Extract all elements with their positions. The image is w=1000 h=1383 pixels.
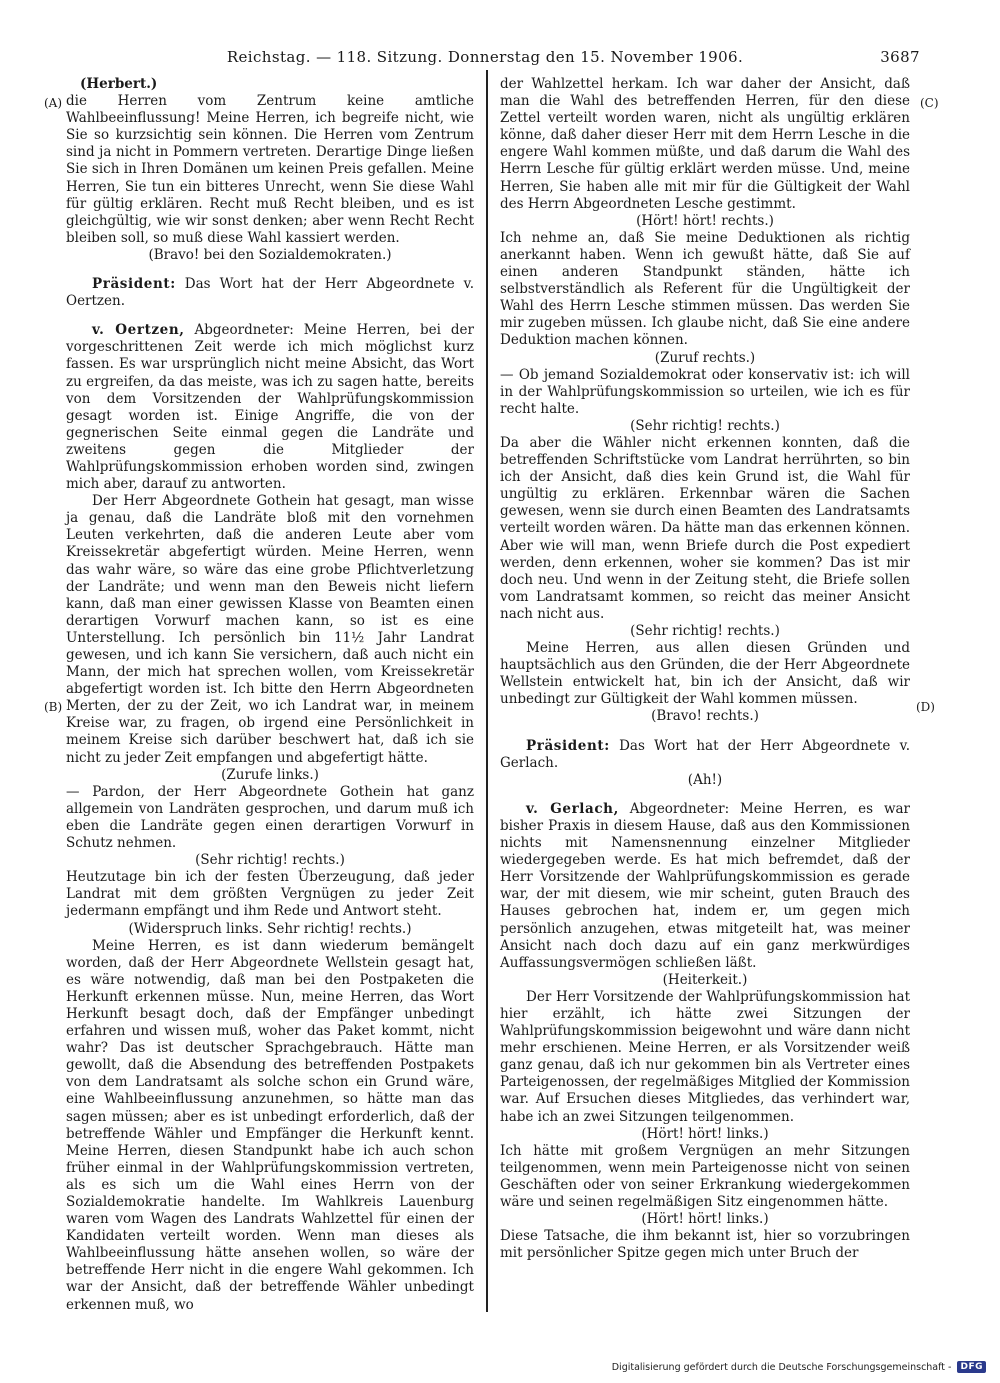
paragraph: Ich hätte mit großem Vergnügen an mehr Sitzungen teilgenommen, wenn mein Parteigenosse nicht von seinen Geschäften oder von seiner Erkrankung wiedergekommen wäre und seinen regelmäßigen Sitz eingenommen hätte. xyxy=(500,1142,910,1210)
interjection: (Bravo! rechts.) xyxy=(651,708,759,725)
speaker-label: Präsident: xyxy=(92,276,176,293)
footer-text: Digitalisierung gefördert durch die Deutsche Forschungsgemeinschaft - xyxy=(611,1361,952,1373)
statement-text: Das Wort hat der Herr Abgeordnete v. Gerlach. xyxy=(500,737,910,771)
paragraph: Ich nehme an, daß Sie meine Deduktionen als richtig anerkannt haben. Wenn ich gewußt hätte, daß Sie auf einen anderen Standpunkt ständen, hätte ich selbstverständlich als Referent für die Ungültigkeit der Wahl des Herrn Lesche stimmen müssen. Das werden Sie mir zugeben müssen. Ich glaube nicht, daß Sie eine andere Deduktion machen können. xyxy=(500,229,910,349)
margin-marker-a: (A) xyxy=(44,96,63,110)
right-column xyxy=(500,76,910,1262)
left-column xyxy=(66,76,474,1314)
paragraph: Diese Tatsache, die ihm bekannt ist, hier so vorzubringen mit persönlicher Spitze gegen mich unter Bruch der xyxy=(500,1228,910,1262)
paragraph: Da aber die Wähler nicht erkennen konnten, daß die betreffenden Schriftstücke vom Landrat herrührten, so bin ich der Ansicht, daß dies kein Grund ist, die Wahl für ungültig zu erklären. Erkennbar wären die Sachen gewesen, wenn sie durch einen Beamten des Landratsamts verteilt worden wären. Da hätte man das erkennen können. Aber wie will man, wenn Briefe durch die Post expediert werden, denn erkennen, woher sie kommen? Das ist mir doch neu. Und wenn in der Zeitung steht, die Briefe sollen vom Landratsamt kommen, so reicht das meiner Ansicht nach nicht aus. xyxy=(500,434,910,622)
statement-text: Abgeordneter: Meine Herren, bei der vorgeschrittenen Zeit werde ich mich möglichst kurz fassen. Es war ursprünglich nicht meine Absicht, das Wort zu ergreifen, da das meiste, was ich zu sagen hatte, bereits von dem Vorsitzenden der Wahlprüfungskommission gesagt worden ist. Einige Angriffe, die von der gegnerischen Seite einmal gegen die Landräte und zweitens gegen die Mitglieder der Wahlprüfungskommission erhoben worden sind, zwingen mich aber, darauf zu antworten. xyxy=(66,322,474,493)
speaker-label: Präsident: xyxy=(526,737,610,754)
margin-marker-d: (D) xyxy=(916,700,935,714)
statement-text: Abgeordneter: Meine Herren, es war bisher Praxis in diesem Hause, daß aus den Kommissionen nichts mit Namensnennung einzelner Mitglieder wiedergegeben werde. Es hat mich befremdet, daß der Herr Vorsitzende der Wahlprüfungskommission es gerade war, der mit diesem, wie mir scheint, guten Brauch des Hauses gebrochen hat, indem er, um gegen mich persönlich anzugehen, etwas mitgeteilt hat, was meiner Ansicht nach doch dazu auf ein ganz merkwürdiges Auffassungsvermögen schließen läßt. xyxy=(500,800,911,971)
paragraph: Meine Herren, es ist dann wiederum bemängelt worden, daß der Herr Abgeordnete Wellstein gesagt hat, es wäre notwendig, daß man bei den Postpaketen die Herkunft erkennen müsse. Nun, meine Herren, das Wort Herkunft besagt doch, daß der Empfänger unbedingt erfahren und wissen muß, woher das Paket kommt, nicht wahr? Das ist deutscher Sprachgebrauch. Hätte man gewollt, daß die Absendung des betreffenden Postpakets von dem Landratsamt als solche schon ein Grund wäre, eine Wahlbeeinflussung anzunehmen, so hätte man das sagen müssen; aber es ist unbedingt erforderlich, daß der betreffende Wähler und Empfänger die Herkunft kennt. Meine Herren, diesen Standpunkt habe ich auch schon früher einmal in der Wahlprüfungskommission vertreten, als es sich um die Wahl eines Herrn von der Sozialdemokratie handelte. Im Wahlkreis Lauenburg waren vom Wagen des Landrats Wahlzettel für einen der Kandidaten verteilt worden. Wenn man dieses als Wahlbeeinflussung hätte ansehen wollen, so wäre der betreffende Herr nicht in die engere Wahl gekommen. Ich war der Ansicht, daß der betreffende Wähler unbedingt erkennen muß, wo xyxy=(66,937,474,1313)
interjection: (Ah!) xyxy=(687,771,723,788)
paragraph: — Pardon, der Herr Abgeordnete Gothein hat ganz allgemein von Landräten gesprochen, und darum muß ich eben die Landräte gegen einen derartigen Vorwurf in Schutz nehmen. xyxy=(66,783,474,852)
paragraph: der Wahlzettel herkam. Ich war daher der Ansicht, daß man die Wahl des betreffenden Herren, für den diese Zettel verteilt worden waren, nicht als ungültig erklären könne, daß daher dieser Herr mit dem Herrn Lesche in die engere Wahl kommen müßte, und daß darum die Wahl des Herrn Lesche für gültig erklärt werden müsse. Und, meine Herren, Sie haben alle mit mir für die Gültigkeit der Wahl des Herrn Abgeordneten Lesche gestimmt. xyxy=(500,76,910,212)
paragraph: die Herren vom Zentrum keine amtliche Wahlbeeinflussung! Meine Herren, ich begreife nicht, wie Sie so kurzsichtig sein können. Die Herren vom Zentrum sind ja nicht in Pommern vertreten. Derartige Dinge ließen Sie sich in Ihren Domänen um keinen Preis gefallen. Meine Herren, Sie tun ein bitteres Unrecht, wenn Sie diese Wahl für gültig erklären. Recht muß Recht bleiben, und es ist gleichgültig, wie wir sonst denken; aber wenn Recht Recht bleiben soll, so muß diese Wahl kassiert werden. xyxy=(66,93,474,246)
page-number: 3687 xyxy=(880,48,920,66)
president-statement xyxy=(500,738,910,772)
digitization-footer xyxy=(612,1361,986,1373)
page-header xyxy=(70,48,920,66)
paragraph: Meine Herren, aus allen diesen Gründen und hauptsächlich aus den Gründen, die der Herr Abgeordnete Wellstein entwickelt hat, bin ich der Ansicht, daß wir unbedingt zur Gültigkeit der Wahl kommen müssen. xyxy=(500,640,910,708)
interjection: (Zurufe links.) xyxy=(221,766,319,783)
paragraph: — Ob jemand Sozialdemokrat oder konservativ ist: ich will in der Wahlprüfungskommission so urteilen, wie ich es für recht halte. xyxy=(500,366,910,417)
margin-marker-c: (C) xyxy=(920,96,939,110)
paragraph: Der Herr Abgeordnete Gothein hat gesagt, man wisse ja genau, daß die Landräte bloß mit den vornehmen Leuten verkehrten, daß die anderen Leute aber vom Kreissekretär abgefertigt würden. Meine Herren, wenn das wahr wäre, so wäre das eine grobe Pflichtverletzung der Landräte; und wenn man den Beweis nicht liefern kann, daß man einer gewissen Klasse von Beamten einen derartigen Vorwurf machen kann, so ist es eine Unterstellung. Ich persönlich bin 11½ Jahr Landrat gewesen, und ich kann Sie versichern, daß auch nicht ein Mann, der mich hat sprechen wollen, vom Kreissekretär abgefertigt worden ist. Ich bitte den Herrn Abgeordneten Merten, der zu der Zeit, wo ich Landrat war, in meinem Kreise war, zu fragen, ob irgend eine Persönlichkeit in meinem Kreise sich darüber beschwert hat, daß ich sie nicht zu jeder Zeit empfangen und abgefertigt hätte. xyxy=(66,493,474,766)
running-title: Reichstag. — 118. Sitzung. Donnerstag den 15. November 1906. xyxy=(226,48,744,66)
dfg-logo-icon: DFG xyxy=(957,1361,986,1373)
interjection: (Hört! hört! links.) xyxy=(641,1211,769,1228)
speaker-label: v. Oertzen, xyxy=(92,322,185,339)
speaker-continued: (Herbert.) xyxy=(80,76,158,92)
interjection: (Zuruf rechts.) xyxy=(654,349,756,366)
interjection: (Bravo! bei den Sozialdemokraten.) xyxy=(148,246,392,263)
interjection: (Sehr richtig! rechts.) xyxy=(630,417,780,434)
paragraph: Heutzutage bin ich der festen Überzeugung, daß jeder Landrat mit dem größten Vergnügen zu jeder Zeit jedermann empfängt und ihm Rede und Antwort steht. xyxy=(66,869,474,920)
interjection: (Heiterkeit.) xyxy=(662,971,748,988)
president-statement xyxy=(66,276,474,310)
interjection: (Hört! hört! links.) xyxy=(641,1125,769,1142)
speech-opening xyxy=(66,322,474,493)
interjection: (Sehr richtig! rechts.) xyxy=(195,852,345,869)
column-divider xyxy=(486,70,488,1312)
margin-marker-b: (B) xyxy=(44,700,63,714)
interjection: (Widerspruch links. Sehr richtig! rechts.) xyxy=(128,920,412,937)
statement-text: Das Wort hat der Herr Abgeordnete v. Oertzen. xyxy=(66,276,474,310)
interjection: (Hört! hört! rechts.) xyxy=(636,212,774,229)
paragraph: Der Herr Vorsitzende der Wahlprüfungskommission hat hier erzählt, ich hätte zwei Sitzungen der Wahlprüfungskommission beigewohnt und wäre dann nicht mehr erschienen. Meine Herren, er als Vorsitzender weiß ganz genau, daß ich nur gekommen bin als Vertreter eines Parteigenossen, der regelmäßiges Mitglied der Kommission war. Auf Ersuchen dieses Mitgliedes, das verhindert war, habe ich an zwei Sitzungen teilgenommen. xyxy=(500,988,910,1125)
speech-opening xyxy=(500,801,910,972)
speaker-label: v. Gerlach, xyxy=(526,800,619,817)
interjection: (Sehr richtig! rechts.) xyxy=(630,623,780,639)
